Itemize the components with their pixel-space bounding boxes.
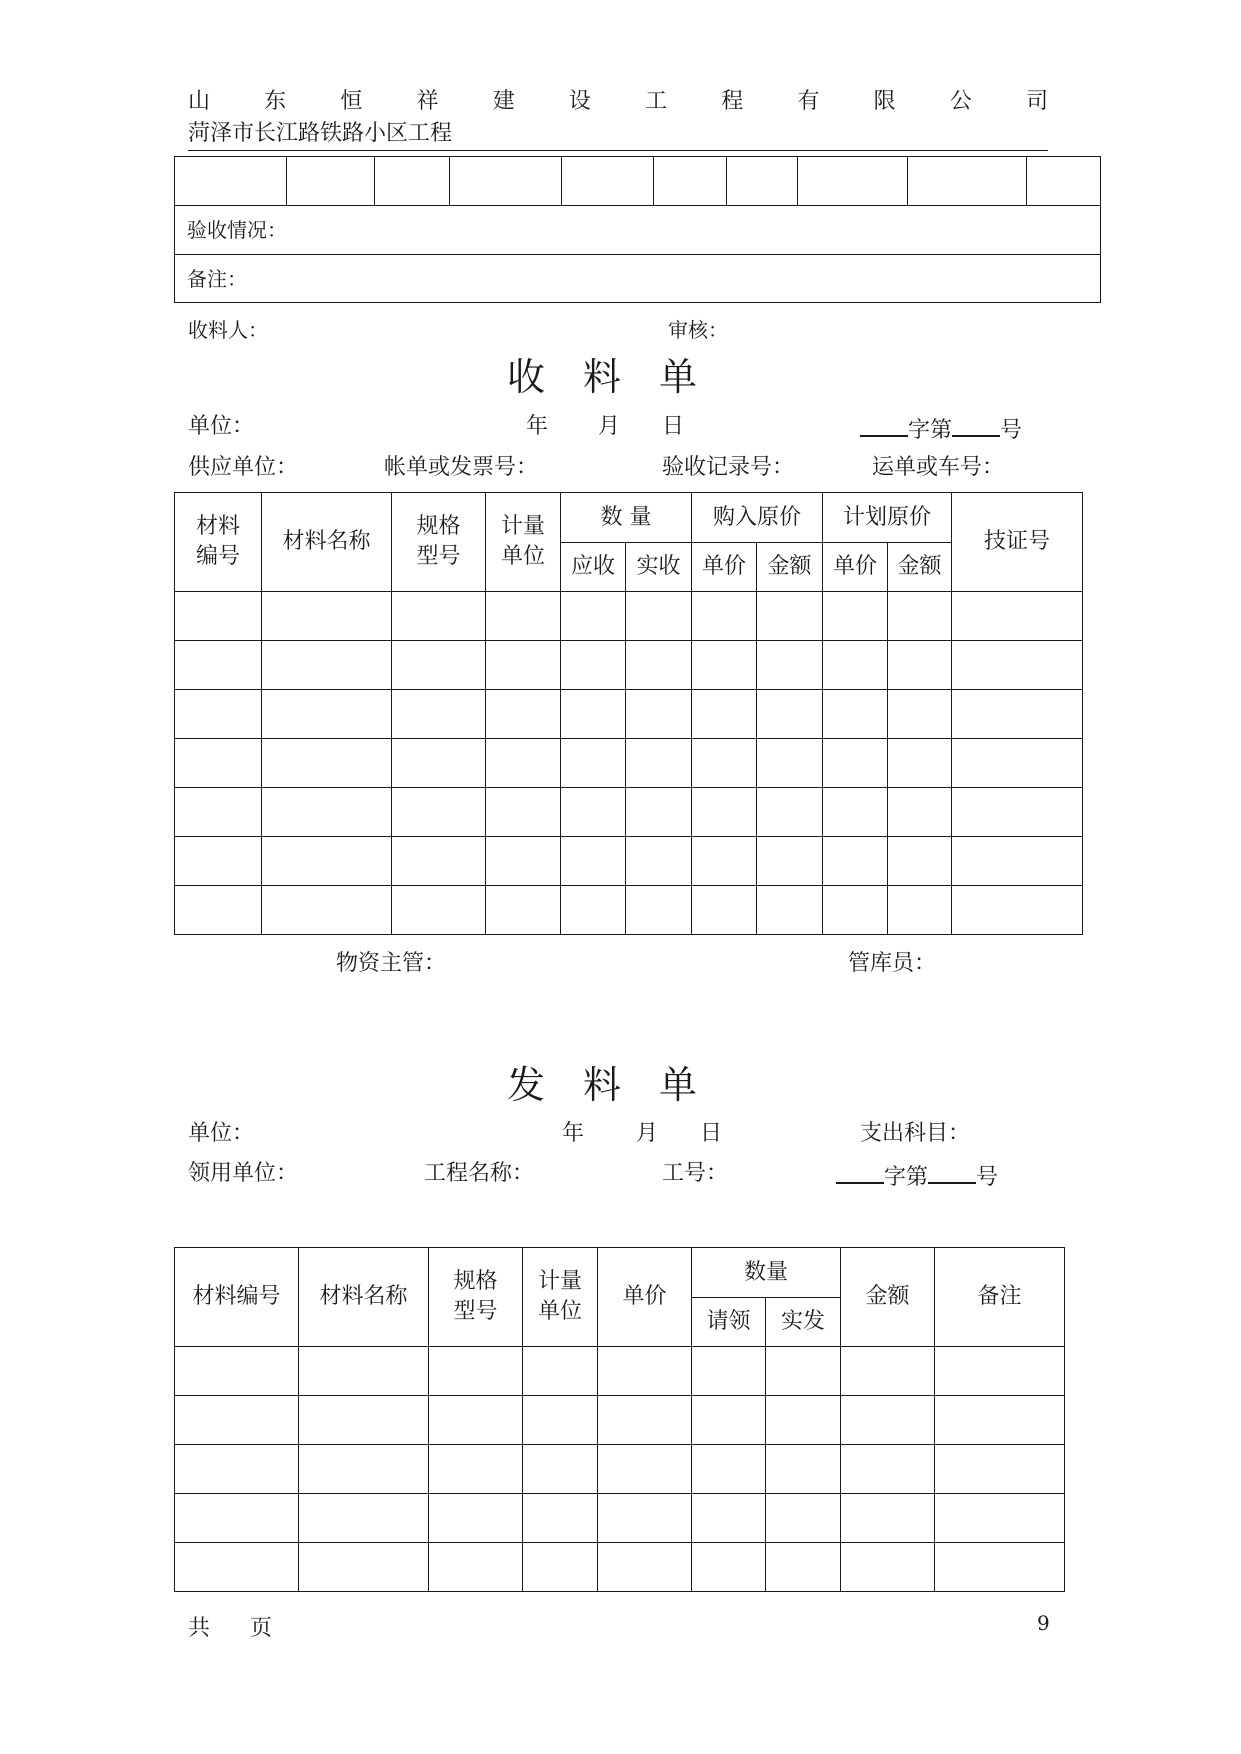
table-cell	[952, 739, 1083, 788]
issue-table-body	[175, 1347, 1065, 1592]
receipt-row	[175, 837, 1083, 886]
table-cell	[757, 837, 823, 886]
table-cell	[262, 886, 392, 935]
header-divider	[188, 150, 1048, 151]
company-name-char: 恒	[340, 89, 363, 114]
col-plan-unit-price: 单价	[823, 543, 888, 592]
table-cell	[952, 641, 1083, 690]
col-purchase-unit-price: 单价	[692, 543, 757, 592]
recipient-label: 领用单位：	[188, 1161, 299, 1186]
company-name-char: 东	[264, 89, 287, 114]
table-cell	[626, 837, 692, 886]
table-cell	[523, 1347, 598, 1396]
table-cell	[766, 1347, 841, 1396]
company-name-char: 山	[188, 89, 211, 114]
receipt-zi-di: 字第	[908, 418, 953, 443]
receipt-number-blank	[952, 415, 1000, 437]
issue-row	[175, 1445, 1065, 1494]
table-cell	[757, 739, 823, 788]
table-cell	[766, 1396, 841, 1445]
issue-row	[175, 1494, 1065, 1543]
table-cell	[841, 1347, 935, 1396]
receipt-prefix-blank	[860, 415, 908, 437]
table-cell	[598, 1543, 692, 1592]
issue-col-amount: 金额	[841, 1248, 935, 1347]
company-name-char: 公	[949, 89, 972, 114]
col-spec-model: 规格 型号	[392, 493, 486, 592]
table-cell	[692, 690, 757, 739]
table-cell	[823, 886, 888, 935]
table-cell	[262, 690, 392, 739]
table-cell	[692, 837, 757, 886]
table-cell	[823, 641, 888, 690]
table-cell	[952, 886, 1083, 935]
table-cell	[175, 788, 262, 837]
company-name-char: 建	[492, 89, 515, 114]
table-cell	[175, 1494, 299, 1543]
table-cell	[299, 1543, 429, 1592]
project-name-label: 工程名称：	[424, 1161, 535, 1186]
receipt-hao: 号	[1000, 418, 1023, 443]
issue-month-label: 月	[636, 1121, 659, 1146]
table-cell	[262, 837, 392, 886]
col-purchase-price: 购入原价	[692, 493, 823, 543]
project-name: 菏泽市长江路铁路小区工程	[188, 121, 453, 146]
table-cell	[888, 788, 952, 837]
table-cell	[766, 1543, 841, 1592]
receipt-row	[175, 592, 1083, 641]
storekeeper-label: 管库员：	[848, 951, 937, 976]
issue-form-title: 发 料 单	[507, 1063, 698, 1107]
table-cell	[429, 1494, 523, 1543]
issue-col-material-name: 材料名称	[299, 1248, 429, 1347]
receipt-unit-label: 单位：	[188, 414, 255, 439]
col-quantity-actual: 实收	[626, 543, 692, 592]
table-cell	[692, 1494, 766, 1543]
issue-col-spec-model: 规格 型号	[429, 1248, 523, 1347]
table-cell	[523, 1494, 598, 1543]
inspection-cell	[1027, 157, 1101, 206]
table-cell	[175, 1347, 299, 1396]
table-cell	[486, 641, 561, 690]
company-name-char: 有	[797, 89, 820, 114]
table-cell	[692, 739, 757, 788]
receiver-label: 收料人：	[188, 318, 268, 342]
table-cell	[598, 1445, 692, 1494]
inspection-cell	[287, 157, 375, 206]
table-cell	[392, 886, 486, 935]
table-cell	[823, 592, 888, 641]
inspection-cell	[798, 157, 908, 206]
table-cell	[692, 641, 757, 690]
table-cell	[175, 1396, 299, 1445]
col-quantity-due: 应收	[561, 543, 626, 592]
inspection-cell	[562, 157, 654, 206]
table-cell	[841, 1396, 935, 1445]
table-cell	[888, 886, 952, 935]
reviewer-label: 审核：	[668, 318, 728, 342]
table-cell	[952, 788, 1083, 837]
company-name-char: 祥	[416, 89, 439, 114]
table-cell	[935, 1396, 1065, 1445]
issue-hao: 号	[976, 1165, 999, 1190]
table-cell	[692, 886, 757, 935]
table-cell	[952, 837, 1083, 886]
table-cell	[486, 592, 561, 641]
table-cell	[392, 788, 486, 837]
table-cell	[692, 1445, 766, 1494]
table-cell	[841, 1494, 935, 1543]
remarks-label: 备注：	[175, 255, 1101, 303]
job-no-label: 工号：	[662, 1161, 729, 1186]
table-cell	[175, 1543, 299, 1592]
table-cell	[561, 886, 626, 935]
table-cell	[561, 788, 626, 837]
table-cell	[823, 837, 888, 886]
table-cell	[757, 592, 823, 641]
table-cell	[299, 1347, 429, 1396]
issue-table	[174, 1247, 1065, 1592]
table-cell	[561, 592, 626, 641]
table-cell	[523, 1543, 598, 1592]
table-cell	[888, 690, 952, 739]
table-cell	[175, 641, 262, 690]
table-cell	[888, 641, 952, 690]
issue-number-blank	[928, 1162, 976, 1184]
receipt-day-label: 日	[662, 414, 685, 439]
receipt-row	[175, 739, 1083, 788]
table-cell	[486, 886, 561, 935]
table-cell	[262, 739, 392, 788]
table-cell	[175, 592, 262, 641]
table-cell	[692, 592, 757, 641]
receipt-year-label: 年	[526, 414, 549, 439]
inspection-cell	[908, 157, 1027, 206]
company-name-char: 司	[1026, 89, 1049, 114]
invoice-label: 帐单或发票号：	[384, 455, 539, 480]
receipt-table-body	[175, 592, 1083, 935]
table-cell	[262, 592, 392, 641]
company-name-char: 限	[873, 89, 896, 114]
issue-col-quantity-requested: 请领	[692, 1298, 766, 1347]
table-cell	[429, 1445, 523, 1494]
table-cell	[626, 690, 692, 739]
table-cell	[175, 886, 262, 935]
issue-prefix-blank	[836, 1162, 884, 1184]
page-number: 9	[1037, 1611, 1050, 1635]
supplier-label: 供应单位：	[188, 455, 299, 480]
table-cell	[823, 739, 888, 788]
table-cell	[429, 1543, 523, 1592]
issue-day-label: 日	[700, 1121, 723, 1146]
table-cell	[626, 886, 692, 935]
waybill-label: 运单或车号：	[872, 455, 1005, 480]
inspection-cell	[450, 157, 562, 206]
table-cell	[598, 1347, 692, 1396]
receipt-table	[174, 492, 1083, 935]
table-cell	[766, 1445, 841, 1494]
table-cell	[486, 837, 561, 886]
issue-col-measure-unit: 计量 单位	[523, 1248, 598, 1347]
table-cell	[175, 690, 262, 739]
table-cell	[823, 788, 888, 837]
table-cell	[175, 837, 262, 886]
table-cell	[486, 788, 561, 837]
table-cell	[486, 739, 561, 788]
col-measure-unit: 计量 单位	[486, 493, 561, 592]
table-cell	[561, 641, 626, 690]
table-cell	[626, 739, 692, 788]
receipt-row	[175, 690, 1083, 739]
inspection-table	[174, 156, 1101, 303]
col-quantity: 数 量	[561, 493, 692, 543]
table-cell	[523, 1445, 598, 1494]
table-cell	[888, 592, 952, 641]
table-cell	[692, 788, 757, 837]
table-cell	[757, 690, 823, 739]
table-cell	[766, 1494, 841, 1543]
company-name-char: 设	[568, 89, 591, 114]
table-cell	[561, 837, 626, 886]
table-cell	[692, 1543, 766, 1592]
table-cell	[262, 788, 392, 837]
issue-year-label: 年	[562, 1121, 585, 1146]
issue-row	[175, 1396, 1065, 1445]
table-cell	[523, 1396, 598, 1445]
table-cell	[392, 592, 486, 641]
table-cell	[561, 690, 626, 739]
issue-col-quantity: 数量	[692, 1248, 841, 1298]
table-cell	[823, 690, 888, 739]
table-cell	[888, 837, 952, 886]
table-cell	[299, 1445, 429, 1494]
table-cell	[888, 739, 952, 788]
inspection-cell	[654, 157, 727, 206]
table-cell	[392, 641, 486, 690]
issue-row	[175, 1347, 1065, 1396]
col-plan-price: 计划原价	[823, 493, 952, 543]
total-label: 共	[188, 1616, 211, 1641]
table-cell	[841, 1543, 935, 1592]
receipt-row	[175, 641, 1083, 690]
issue-col-material-code: 材料编号	[175, 1248, 299, 1347]
receipt-form-title: 收 料 单	[507, 355, 698, 399]
table-cell	[299, 1494, 429, 1543]
acceptance-record-label: 验收记录号：	[662, 455, 795, 480]
table-cell	[392, 837, 486, 886]
company-name-char: 程	[721, 89, 744, 114]
issue-unit-label: 单位：	[188, 1121, 255, 1146]
receipt-month-label: 月	[598, 414, 621, 439]
expense-label: 支出科目：	[860, 1121, 971, 1146]
col-cert-no: 技证号	[952, 493, 1083, 592]
col-material-code: 材料 编号	[175, 493, 262, 592]
table-cell	[841, 1445, 935, 1494]
table-cell	[561, 739, 626, 788]
table-cell	[598, 1494, 692, 1543]
table-cell	[952, 592, 1083, 641]
receipt-serial	[860, 415, 1022, 443]
table-cell	[392, 739, 486, 788]
col-purchase-amount: 金额	[757, 543, 823, 592]
table-cell	[692, 1347, 766, 1396]
table-cell	[175, 739, 262, 788]
company-name-char: 工	[645, 89, 668, 114]
table-cell	[757, 788, 823, 837]
table-cell	[175, 1445, 299, 1494]
issue-row	[175, 1543, 1065, 1592]
table-cell	[626, 592, 692, 641]
table-cell	[486, 690, 561, 739]
issue-serial	[836, 1162, 998, 1190]
table-cell	[692, 1396, 766, 1445]
table-cell	[598, 1396, 692, 1445]
table-cell	[952, 690, 1083, 739]
supervisor-label: 物资主管：	[336, 951, 447, 976]
table-cell	[935, 1445, 1065, 1494]
table-cell	[392, 690, 486, 739]
col-plan-amount: 金额	[888, 543, 952, 592]
table-cell	[757, 641, 823, 690]
issue-col-unit-price: 单价	[598, 1248, 692, 1347]
inspection-cell	[375, 157, 450, 206]
receipt-row	[175, 788, 1083, 837]
table-cell	[626, 788, 692, 837]
col-material-name: 材料名称	[262, 493, 392, 592]
table-cell	[262, 641, 392, 690]
table-cell	[429, 1396, 523, 1445]
issue-col-remarks: 备注	[935, 1248, 1065, 1347]
page-label: 页	[250, 1616, 273, 1641]
table-cell	[299, 1396, 429, 1445]
issue-col-quantity-issued: 实发	[766, 1298, 841, 1347]
table-cell	[757, 886, 823, 935]
table-cell	[429, 1347, 523, 1396]
table-cell	[935, 1347, 1065, 1396]
inspection-cell	[727, 157, 798, 206]
inspection-cell	[175, 157, 287, 206]
issue-zi-di: 字第	[884, 1165, 929, 1190]
table-cell	[626, 641, 692, 690]
receipt-row	[175, 886, 1083, 935]
table-cell	[935, 1494, 1065, 1543]
table-cell	[935, 1543, 1065, 1592]
acceptance-status-label: 验收情况：	[175, 206, 1101, 255]
